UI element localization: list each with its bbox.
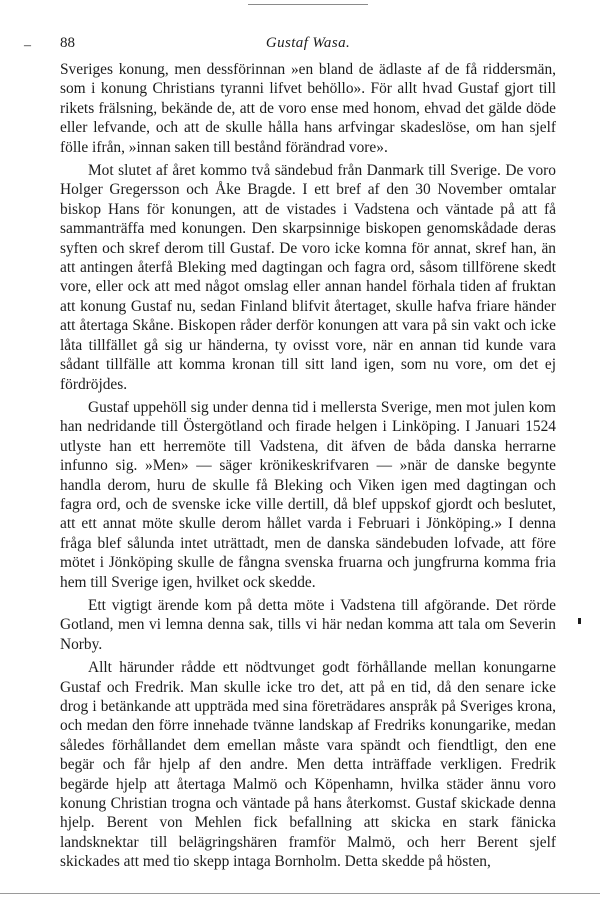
page-number: 88 [60,35,75,51]
bottom-rule [0,893,600,894]
paragraph-2: Mot slutet af året kommo två sändebud från Danmark till Sverige. De voro Holger Gregersson och Åke Bragde. I ett bref af den 30 November omtalar biskop Hans för konungen, att de vistades i Vadstena och väntade på att få sammanträffa med konungen. Den skarpsinnige biskopen genomskådade deras syften och skref derom till Gustaf. De voro icke komna för annat, skref han, än att antingen återfå Bleking med dagtingan och fagra ord, såsom tillförene skedt vore, eller ock att med något omslag eller annan handel förhala tiden af fruktan att konung Gustaf nu, sedan Finland blifvit återtaget, skulle hafva friare händer att återtaga Skåne. Biskopen råder derför konungen att vara på sin vakt och icke låta tillfället gå sig ur händerna, ty ovisst vore, när en annan tid kunde vara sådant tillfälle att kommа kronan till sitt land igen, som nu vore, om det ej fördröjdes. [60,162,556,393]
top-rule [248,4,368,5]
paragraph-4: Ett vigtigt ärende kom på detta möte i Vadstena till afgörande. Det rörde Gotland, men vi lemna denna sak, tills vi här nedan komma att tala om Severin Norby. [60,596,556,653]
body-text [60,60,556,876]
margin-mark: – [24,38,31,53]
running-title: Gustaf Wasa. [265,35,351,51]
paragraph-1: Sveriges konung, men dessförinnan »en bland de ädlaste af de få riddersmän, som i konung Christians tyranni lifvet behöllo». För allt hvad Gustaf gjort till rikets frälsning, bekände de, att de voro ense med honom, ehvad det gälde döde eller lefvande, och att de skulle hålla hans arfvingar skadeslöse, om han sjelf fölle ifrån, »innan saken till bestånd förändrad vore». [60,61,556,156]
paragraph-5: Allt härunder rådde ett nödtvunget godt förhållande mellan konungarne Gustaf och Fredrik. Man skulle icke tro det, att på en tid, då den senare icke drog i betänkande att uppträda med sina företrädares anspråk på Sveriges krona, och medan den förre innehade tvänne landskap af Fredriks konungarike, medan således förhållandet dem emellan måste vara spändt och fiendtligt, den ene begär och får hjelp af den andre. Men detta inträffade verkligen. Fredrik begärde hjelp att återtaga Malmö och Köpenhamn, hvilka städer ännu voro konung Christian trogna och väntade på hans återkomst. Gustaf skickade denna hjelp. Berent von Mehlen fick befallning att skicka en stark fänicka landsknektar till belägringshären framför Malmö, och herr Berent sjelf skickades att med tio skepp intaga Bornholm. Detta skedde på hösten, [60,659,556,871]
page-header [60,33,556,53]
margin-tick [578,618,581,624]
paragraph-3: Gustaf uppehöll sig under denna tid i mellersta Sverige, men mot julen kom han nedridande till Östergötland och firade helgen i Linköping. I Januari 1524 utlyste han ett herremöte till Vadstena, dit äfven de båda danska herrarne infunno sig. »Men» — säger krönikeskrifvaren — »när de danske begynte handla derom, huru de skulle få Bleking och Viken igen med dagtingan och fagra ord, och de svenske icke ville dertill, då blef uppskof gjordt och beslutet, att ett annat möte skulle derom hållet varda i Februari i Jönköping.» I denna fråga blef sålunda intet uträttadt, men de danska sändebuden lofvade, att före mötet i Jönköping skulle de fångna svenska fruarna och jungfrurna komma fria hem till Sverige igen, hvilket ock skedde. [60,398,556,591]
